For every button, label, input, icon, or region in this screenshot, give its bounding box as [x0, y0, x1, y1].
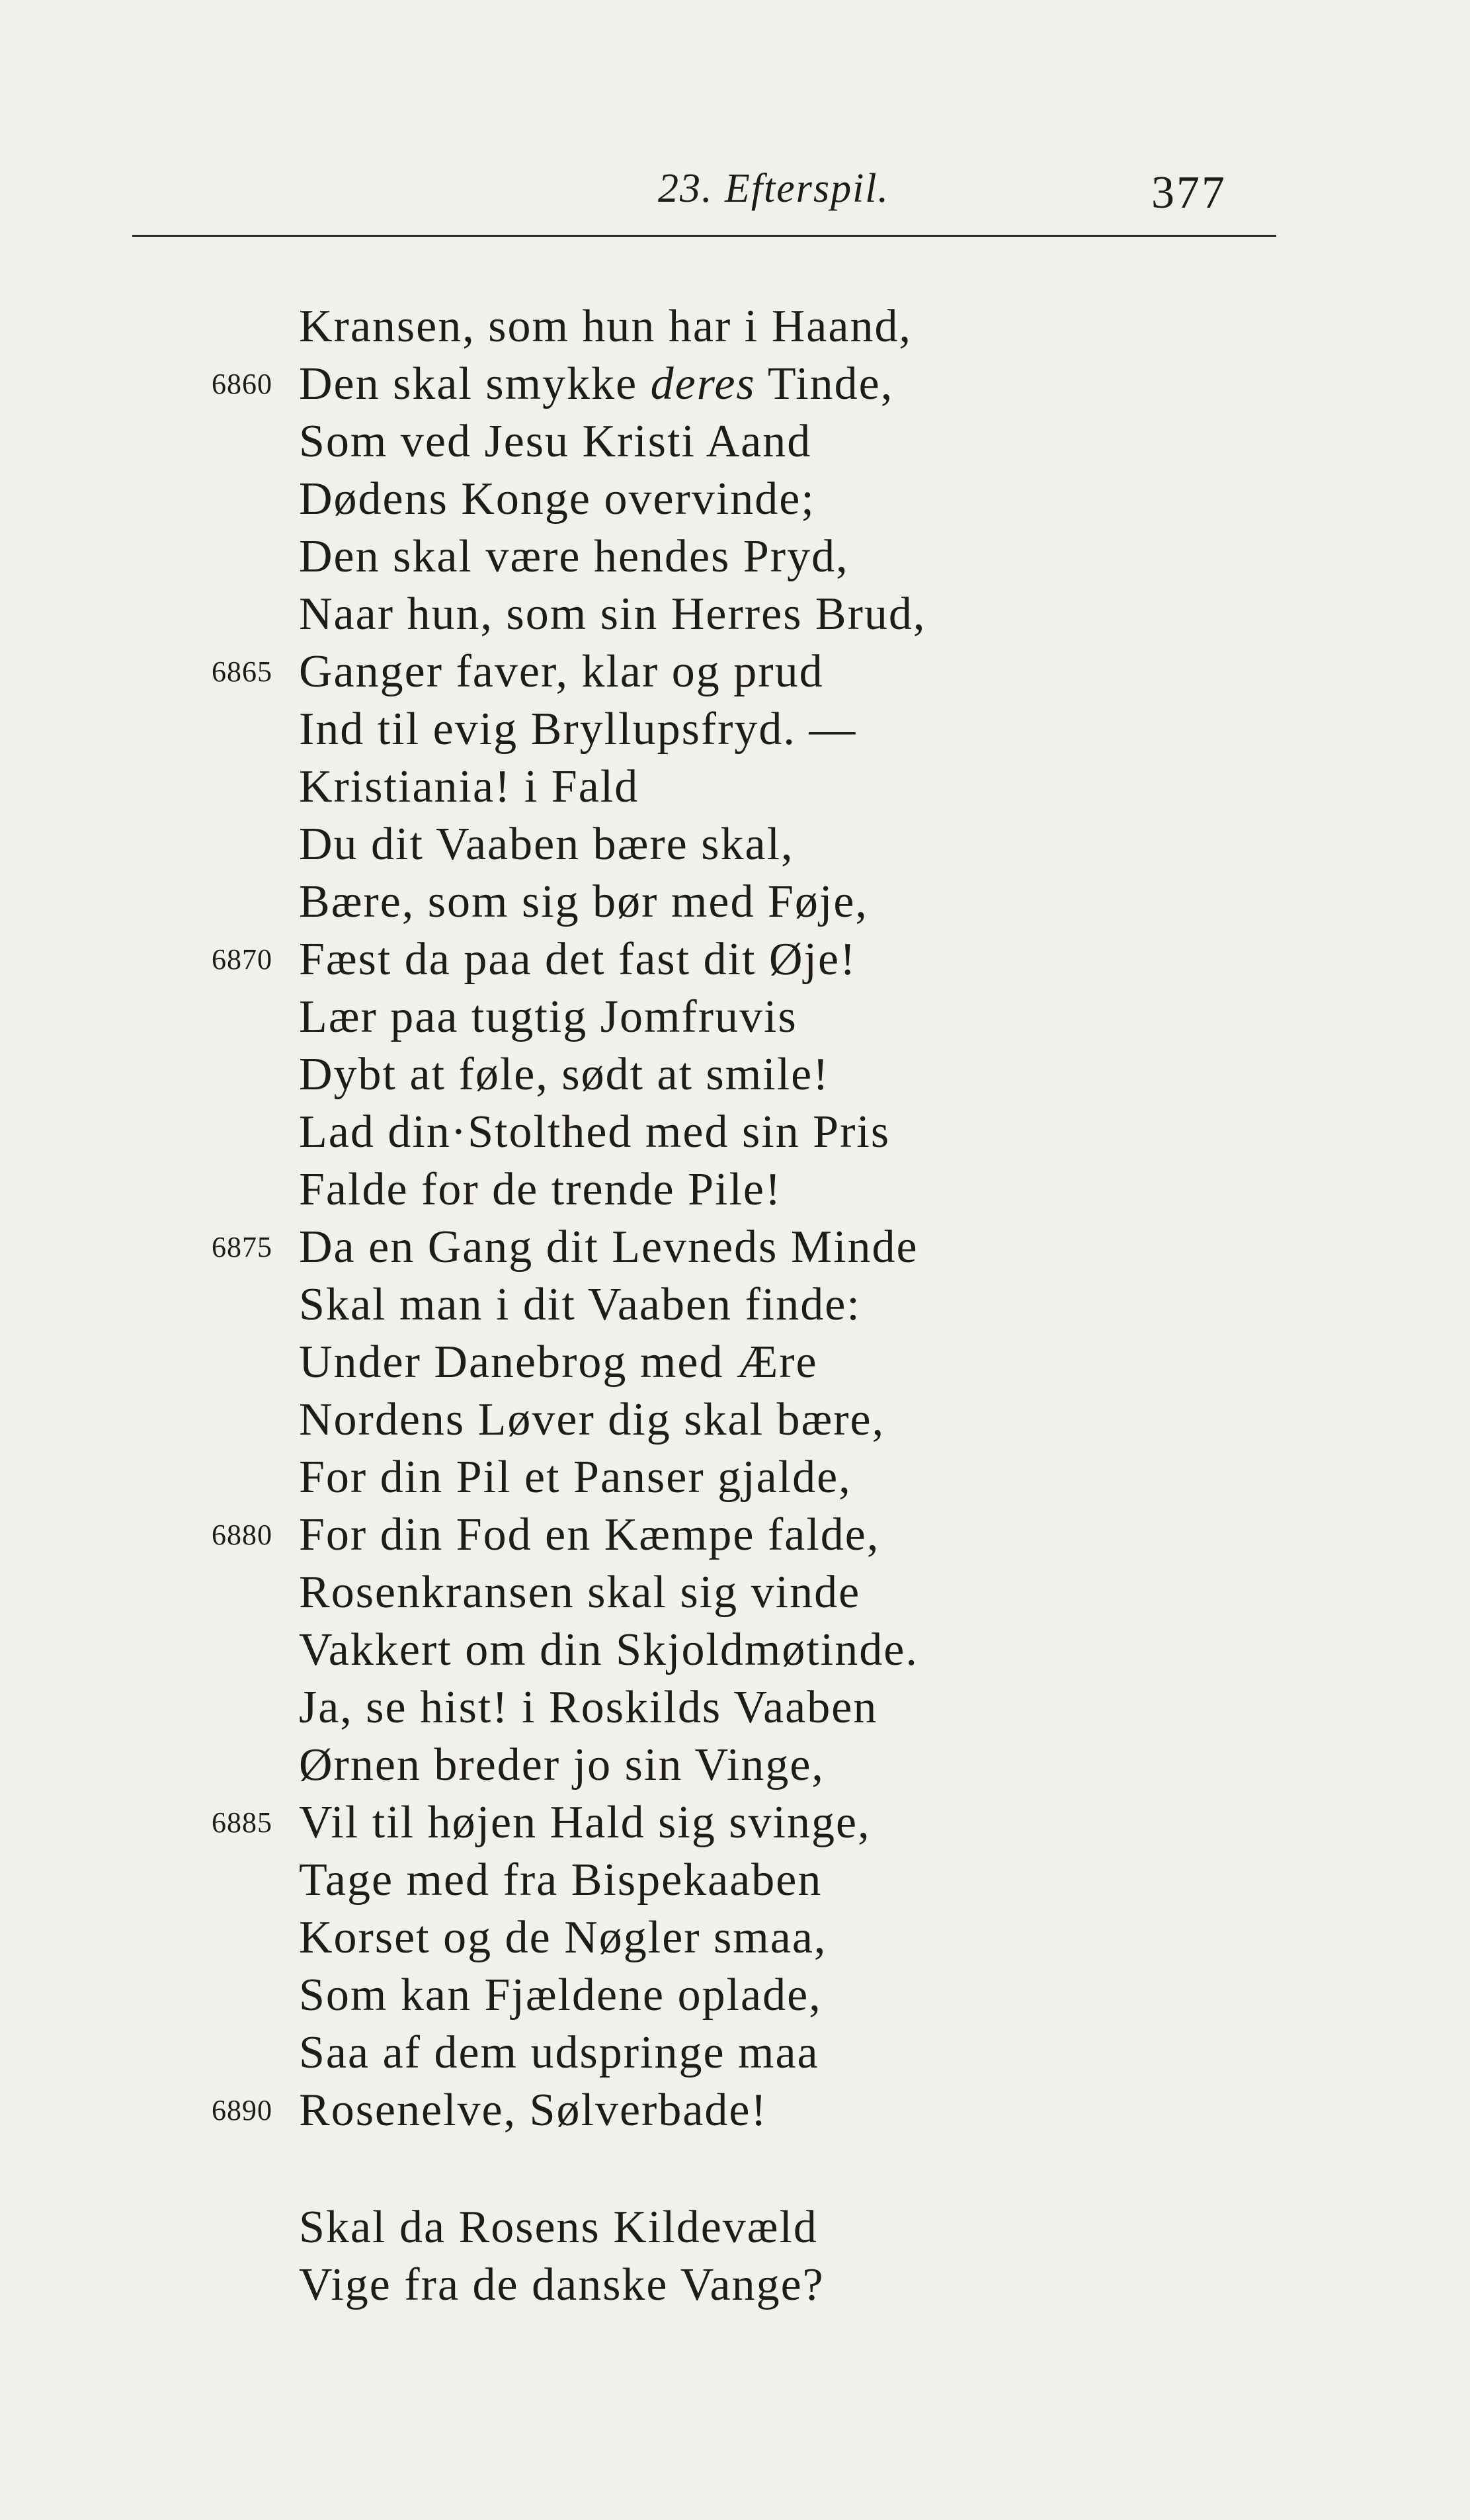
stanza-1 — [0, 298, 1470, 2139]
verse-line — [0, 585, 1470, 643]
verse-text: Som kan Fjældene oplade, — [299, 1970, 822, 2021]
verse-line — [0, 470, 1470, 528]
verse-line — [0, 2081, 1470, 2139]
verse-line — [0, 1736, 1470, 1794]
verse-line — [0, 643, 1470, 700]
verse-text: Vakkert om din Skjoldmøtinde. — [299, 1624, 919, 1675]
emphasis: deres — [650, 358, 756, 409]
verse-line — [0, 1391, 1470, 1449]
verse-text: Lær paa tugtig Jomfruvis — [299, 991, 797, 1042]
verse-text: Dødens Konge overvinde; — [299, 474, 815, 525]
verse-text: Under Danebrog med Ære — [299, 1337, 818, 1388]
verse-text: Den skal være hendes Pryd, — [299, 531, 849, 582]
verse-line — [0, 413, 1470, 470]
verse-text: For din Fod en Kæmpe falde, — [299, 1509, 880, 1560]
verse-text: Nordens Løver dig skal bære, — [299, 1394, 885, 1445]
verse-line — [0, 1851, 1470, 1909]
line-number: 6870 — [212, 943, 272, 976]
verse-line — [0, 1621, 1470, 1679]
verse-line — [0, 1449, 1470, 1506]
verse-line — [0, 873, 1470, 931]
verse-line — [0, 1909, 1470, 1966]
line-number: 6890 — [212, 2094, 272, 2126]
verse-line — [0, 700, 1470, 758]
verse-line — [0, 988, 1470, 1046]
verse-text: Ganger faver, klar og prud — [299, 646, 824, 697]
verse-text: Rosenelve, Sølverbade! — [299, 2085, 768, 2136]
verse-text: Falde for de trende Pile! — [299, 1164, 782, 1215]
line-number: 6875 — [212, 1231, 272, 1263]
verse-text: Lad din·Stolthed med sin Pris — [299, 1107, 891, 1157]
verse-text: Skal man i dit Vaaben finde: — [299, 1279, 861, 1330]
verse-line — [0, 1679, 1470, 1736]
verse-line — [0, 298, 1470, 355]
verse-text: For din Pil et Panser gjalde, — [299, 1452, 852, 1503]
verse-text: Ørnen breder jo sin Vinge, — [299, 1740, 825, 1790]
verse-line — [0, 1794, 1470, 1851]
running-head — [132, 152, 1276, 218]
verse-text: Vil til højen Hald sig svinge, — [299, 1797, 871, 1848]
verse-text: Kristiania! i Fald — [299, 761, 639, 812]
verse-line — [0, 1333, 1470, 1391]
verse-line — [0, 1564, 1470, 1621]
verse-line — [0, 2199, 1470, 2256]
verse-text: Tage med fra Bispekaaben — [299, 1855, 823, 1906]
verse-text: Fæst da paa det fast dit Øje! — [299, 934, 857, 985]
verse-line — [0, 1046, 1470, 1103]
verse-line — [0, 1966, 1470, 2024]
verse-line — [0, 1161, 1470, 1218]
verse-text: Den skal smykke deres Tinde, — [299, 358, 894, 409]
verse-text: Dybt at føle, sødt at smile! — [299, 1049, 830, 1100]
line-number: 6880 — [212, 1519, 272, 1551]
page-number: 377 — [1151, 167, 1227, 218]
verse-line — [0, 816, 1470, 873]
stanza-gap — [0, 2139, 1470, 2199]
line-number: 6865 — [212, 655, 272, 688]
verse-text: Bære, som sig bør med Føje, — [299, 876, 868, 927]
verse-text: Naar hun, som sin Herres Brud, — [299, 589, 926, 640]
verse-line — [0, 528, 1470, 585]
verse-line — [0, 758, 1470, 816]
verse-text: Du dit Vaaben bære skal, — [299, 819, 794, 870]
verse-line — [0, 2256, 1470, 2314]
verse-line — [0, 1103, 1470, 1161]
verse-text: Vige fra de danske Vange? — [299, 2259, 825, 2310]
verse-text: Da en Gang dit Levneds Minde — [299, 1222, 919, 1273]
verse-text: Kransen, som hun har i Haand, — [299, 301, 912, 352]
verse-text: Ja, se hist! i Roskilds Vaaben — [299, 1682, 878, 1733]
verse-text: Skal da Rosens Kildevæld — [299, 2202, 818, 2253]
verse-text: Korset og de Nøgler smaa, — [299, 1912, 827, 1963]
line-number: 6885 — [212, 1806, 272, 1839]
stanza-2 — [0, 2199, 1470, 2314]
chapter-label: 23. Efterspil. — [657, 166, 890, 211]
verse-line — [0, 1218, 1470, 1276]
header-rule — [132, 235, 1276, 237]
poem-body — [0, 298, 1470, 2314]
verse-text: Rosenkransen skal sig vinde — [299, 1567, 861, 1618]
verse-text: Ind til evig Bryllupsfryd. — — [299, 704, 857, 755]
verse-text: Saa af dem udspringe maa — [299, 2027, 819, 2078]
verse-text: Som ved Jesu Kristi Aand — [299, 416, 812, 467]
verse-line — [0, 1506, 1470, 1564]
verse-line — [0, 931, 1470, 988]
verse-line — [0, 2024, 1470, 2081]
verse-line — [0, 1276, 1470, 1333]
verse-line — [0, 355, 1470, 413]
line-number: 6860 — [212, 368, 272, 400]
